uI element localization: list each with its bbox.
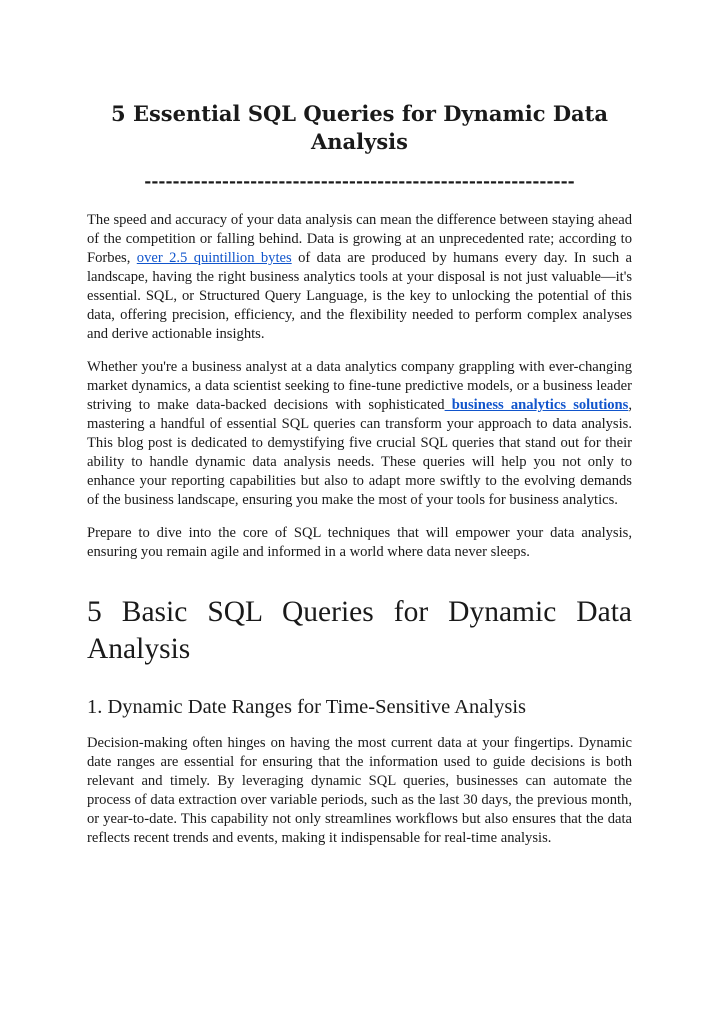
intro-paragraph-1-text-after: of data are produced by humans every day. In such a landscape, having the right business analytics tools at your disposal is not just valuable—it's essential. SQL, or Structured Query Language, is the key to unlocking the potential of this data, offering precision, efficiency, and the flexibility needed to perform complex analyses and derive actionable insights. <box>87 250 632 342</box>
intro-paragraph-1-text-before: The speed and accuracy of your data analysis can mean the difference between staying ahead of the competition or falling behind. Data is growing at an unprecedented rate; according to Forbes, <box>87 212 632 266</box>
title-divider: ------------------------------------------------------------- <box>144 172 575 192</box>
business-analytics-solutions-link[interactable]: business analytics solutions <box>444 397 629 413</box>
subsection-paragraph: Decision-making often hinges on having the most current data at your fingertips. Dynamic date ranges are essential for ensuring that the information used to guide decisions is both relevant and timely. By leveraging dynamic SQL queries, businesses can automate the process of data extraction over variable periods, such as the last 30 days, the previous month, or year-to-date. This capability not only streamlines workflows but also ensures that the data reflects recent trends and events, making it indispensable for real-time analysis. <box>87 735 632 846</box>
section-heading: 5 Basic SQL Queries for Dynamic Data Analysis <box>87 596 632 665</box>
intro-paragraph-1 <box>87 211 632 344</box>
intro-paragraph-2-text-after: , mastering a handful of essential SQL queries can transform your approach to data analysis. This blog post is dedicated to demystifying five crucial SQL queries that stand out for their ability to handle dynamic data analysis needs. These queries will help you not only to enhance your reporting capabilities but also to adapt more swiftly to the evolving demands of the business landscape, ensuring you make the most of your tools for business analytics. <box>87 397 633 508</box>
intro-paragraph-2 <box>87 358 632 510</box>
subsection-heading: 1. Dynamic Date Ranges for Time-Sensitive Analysis <box>87 696 526 718</box>
forbes-stat-link[interactable]: over 2.5 quintillion bytes <box>136 250 292 266</box>
document-title: 5 Essential SQL Queries for Dynamic Data Analysis <box>111 101 608 154</box>
document-page <box>87 100 632 848</box>
intro-paragraph-2-text-before: Whether you're a business analyst at a data analytics company grappling with ever-changing market dynamics, a data scientist seeking to fine-tune predictive models, or a business leader striving to make data-backed decisions with sophisticated <box>87 359 632 413</box>
intro-paragraph-3: Prepare to dive into the core of SQL techniques that will empower your data analysis, ensuring you remain agile and informed in a world where data never sleeps. <box>87 525 632 560</box>
